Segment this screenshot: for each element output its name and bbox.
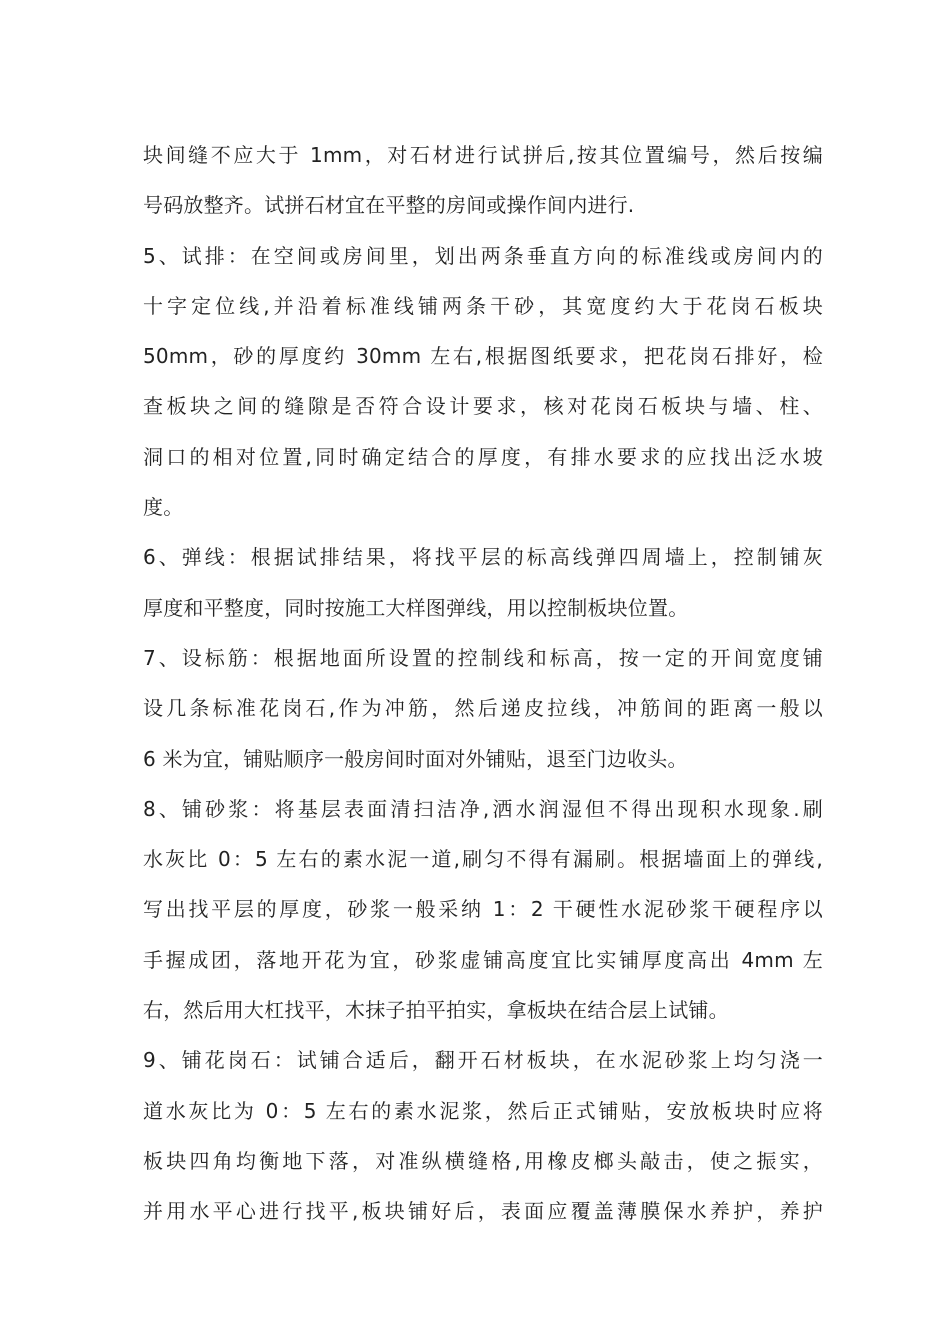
text-line-3: 5、试排：在空间或房间里，划出两条垂直方向的标准线或房间内的: [143, 243, 823, 268]
text-line-17: 手握成团，落地开花为宜，砂浆虚铺高度宜比实铺厚度高出 4mm 左: [143, 947, 823, 972]
text-line-10: 厚度和平整度，同时按施工大样图弹线，用以控制板块位置。: [143, 595, 689, 620]
text-line-9: 6、弹线：根据试排结果，将找平层的标高线弹四周墙上，控制铺灰: [143, 545, 823, 570]
text-line-14: 8、铺砂浆：将基层表面清扫洁净,洒水润湿但不得出现积水现象.刷: [143, 796, 823, 821]
text-line-13: 6 米为宜，铺贴顺序一般房间时面对外铺贴，退至门边收头。: [143, 746, 688, 771]
text-line-7: 洞口的相对位置,同时确定结合的厚度，有排水要求的应找出泛水坡: [143, 444, 823, 469]
text-line-2: 号码放整齐。试拼石材宜在平整的房间或操作间内进行.: [143, 193, 635, 218]
text-line-20: 道水灰比为 0：5 左右的素水泥浆，然后正式铺贴，安放板块时应将: [143, 1098, 823, 1123]
text-line-11: 7、设标筋：根据地面所设置的控制线和标高，按一定的开间宽度铺: [143, 645, 823, 670]
text-line-1: 块间缝不应大于 1mm，对石材进行试拼后,按其位置编号，然后按编: [143, 143, 823, 167]
text-line-6: 查板块之间的缝隙是否符合设计要求，核对花岗石板块与墙、柱、: [143, 394, 823, 419]
text-line-5: 50mm，砂的厚度约 30mm 左右,根据图纸要求，把花岗石排好，检: [143, 344, 823, 369]
text-line-22: 并用水平心进行找平,板块铺好后，表面应覆盖薄膜保水养护，养护: [143, 1199, 823, 1224]
text-line-16: 写出找平层的厚度，砂浆一般采纳 1：2 干硬性水泥砂浆干硬程序以: [143, 897, 823, 922]
text-line-4: 十字定位线,并沿着标准线铺两条干砂，其宽度约大于花岗石板块: [143, 293, 823, 318]
text-line-18: 右，然后用大杠找平，木抹子拍平拍实，拿板块在结合层上试铺。: [143, 998, 729, 1023]
text-line-8: 度。: [143, 495, 184, 520]
text-line-12: 设几条标准花岗石,作为冲筋，然后递皮拉线，冲筋间的距离一般以: [143, 696, 823, 721]
text-line-19: 9、铺花岗石：试铺合适后，翻开石材板块，在水泥砂浆上均匀浇一: [143, 1048, 823, 1073]
document-body: [143, 130, 823, 1237]
text-line-15: 水灰比 0：5 左右的素水泥一道,刷匀不得有漏刷。根据墙面上的弹线,: [143, 847, 823, 872]
text-line-21: 板块四角均衡地下落，对准纵横缝格,用橡皮榔头敲击，使之振实，: [143, 1148, 823, 1173]
